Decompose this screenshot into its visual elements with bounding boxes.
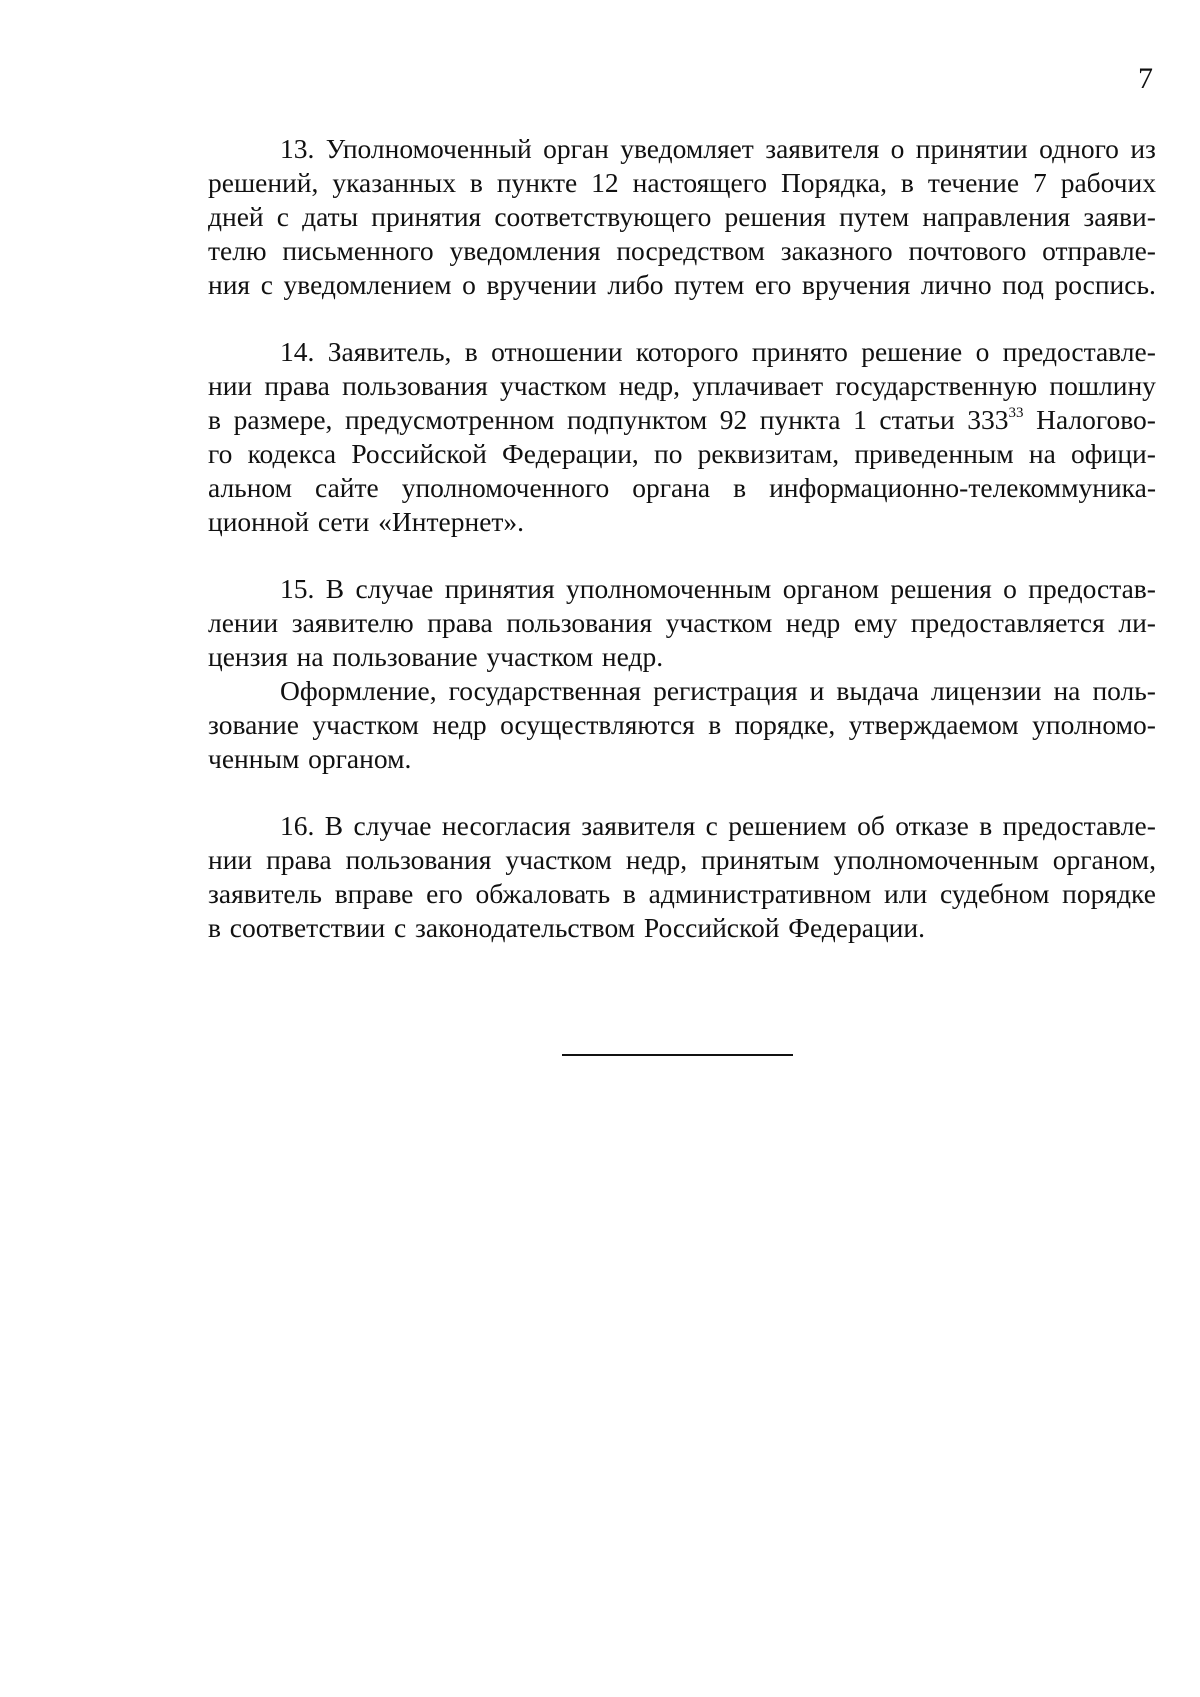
word: настоящего [632,167,767,198]
word: предоставляется [910,607,1105,638]
word: зование [208,709,299,740]
word: письменного [282,235,434,266]
word: законодательством [415,912,636,943]
word: Налогово- [1036,404,1156,435]
word: органом [782,573,880,604]
text-line [208,742,1156,776]
word: 14. [280,336,315,367]
word: соответствующего [494,201,712,232]
text-line [208,674,1156,708]
word: ли- [1118,607,1156,638]
word: заяви- [1083,201,1156,232]
word: и [809,675,825,706]
word: кодекса [247,438,337,469]
word: сети [317,506,370,537]
word: путем [839,201,910,232]
word: участком [500,370,607,401]
word: го [208,438,233,469]
word: В [324,810,344,841]
text-line [208,505,1156,539]
word: путем [674,269,745,300]
text-line [208,132,1156,166]
text-line [208,369,1156,403]
word: уполномоченного [401,472,610,503]
text-line [208,911,1156,945]
word: соответствии [229,912,386,943]
word: отношении [491,336,623,367]
word: статьи [879,404,955,435]
end-divider-line [562,1054,793,1056]
text-line [208,437,1156,471]
word: 92 [719,404,748,435]
word: вручения [801,269,911,300]
word: 1 [853,404,867,435]
word: Порядка, [780,167,887,198]
word: в [208,912,221,943]
word: Оформление, [280,675,437,706]
word: принятии [915,133,1028,164]
word: В [325,573,345,604]
word: пользования [345,844,492,875]
word: недр, [618,370,681,401]
word: порядке [1062,878,1156,909]
word: орган [543,133,609,164]
word: нии [208,844,253,875]
word: 15. [280,573,315,604]
word: отправле- [1042,235,1156,266]
word: роспись. [1054,269,1156,300]
word: с [705,810,718,841]
word: с [260,269,273,300]
word: в [979,810,993,841]
word: в [622,878,636,909]
word: участком [665,607,773,638]
text-line [208,234,1156,268]
word: которого [635,336,739,367]
word: телю [208,235,267,266]
word: случае [353,810,432,841]
word: заявителя [765,133,880,164]
word: заявителю [291,607,414,638]
word: «Интернет». [378,506,525,537]
word: ему [853,607,898,638]
paragraph-gap [208,302,1156,335]
word: судебном [939,878,1050,909]
text-line [208,877,1156,911]
word: на [1028,438,1056,469]
word: либо [607,269,664,300]
word: государственная [448,675,642,706]
word: о [975,336,990,367]
word: $333^{33}$ [967,404,1024,435]
word: вручении [486,269,597,300]
word: в [900,167,914,198]
word: с [276,201,289,232]
text-line [208,708,1156,742]
word: уведомлением [283,269,452,300]
paragraph-16 [208,809,1156,945]
word: права [427,607,493,638]
word: дней [208,201,264,232]
text-line [208,606,1156,640]
document-body [208,132,1156,945]
word: офици- [1071,438,1156,469]
word: уведомления [449,235,601,266]
word: принятия [371,201,482,232]
word: нии [208,370,253,401]
word: участком [312,709,419,740]
word: решений, [208,167,319,198]
word: Российской [643,912,780,943]
word: органа [632,472,711,503]
word: предоставле- [1002,336,1156,367]
word: альном [208,472,293,503]
text-line [208,572,1156,606]
word: из [1130,133,1156,164]
word: заявитель [208,878,322,909]
word: права [266,844,332,875]
word: одного [1039,133,1119,164]
word: о [890,133,905,164]
word: или [884,878,928,909]
text-line [208,166,1156,200]
word: предоставле- [1002,810,1156,841]
word: Федерации. [788,912,925,943]
word: права [264,370,330,401]
text-line [208,809,1156,843]
word: уплачивает [692,370,824,401]
word: утверждаемом [848,709,1019,740]
word: даты [302,201,359,232]
word: в [708,709,722,740]
word: на [296,641,324,672]
word: информационно-телекоммуника- [769,472,1156,503]
paragraph-gap [208,776,1156,809]
text-line [208,200,1156,234]
word: уведомляет [620,133,754,164]
word: 16. [280,810,315,841]
paragraph-13 [208,132,1156,302]
word: направления [922,201,1071,232]
word: порядке, [734,709,836,740]
word: приведенным [854,438,1014,469]
text-line [208,843,1156,877]
word: отказе [895,810,969,841]
paragraph-gap [208,539,1156,572]
word: на [1053,675,1081,706]
word: ционной [208,506,310,537]
word: по [654,438,683,469]
word: пользования [506,607,653,638]
word: Федерации, [502,438,639,469]
word: его [426,878,463,909]
text-line [208,335,1156,369]
word: лично [920,269,992,300]
word: пользование [332,641,478,672]
text-line [208,471,1156,505]
paragraph-14 [208,335,1156,539]
word: в [464,336,478,367]
word: 12 [591,167,619,198]
text-line-with-superscript [208,403,1156,437]
word: пошлину [1049,370,1156,401]
word: уполномоченным [566,573,772,604]
word: ния [208,269,251,300]
word: 13. [280,133,315,164]
word: решение [861,336,963,367]
word: государственную [835,370,1038,401]
word: о [462,269,476,300]
word: в [208,404,221,435]
word: уполномоченным [833,844,1039,875]
word: осуществляются [500,709,695,740]
word: его [754,269,792,300]
word: административном [648,878,872,909]
word: 7 [1033,167,1047,198]
word: органом, [1052,844,1156,875]
word: регистрация [653,675,798,706]
word: органом. [308,743,412,774]
word: рабочих [1060,167,1156,198]
word: случае [355,573,434,604]
word: лении [208,607,279,638]
word: принято [751,336,848,367]
word: принятым [701,844,820,875]
word: течение [927,167,1020,198]
word: ченным [208,743,300,774]
word: цензия [208,641,288,672]
word: вправе [334,878,414,909]
word: недр. [601,641,664,672]
word: Российской [351,438,487,469]
text-line [208,640,1156,674]
word: предостав- [1028,573,1156,604]
word: в [733,472,747,503]
word: пользования [342,370,488,401]
text-line [208,268,1156,302]
word: в [469,167,483,198]
word: предусмотренном [345,404,555,435]
word: решения [890,573,992,604]
word: поль- [1092,675,1156,706]
word: подпунктом [566,404,708,435]
word: под [1002,269,1044,300]
word: участком [505,844,612,875]
word: реквизитам, [697,438,840,469]
page-number: 7 [1138,62,1153,95]
word: недр, [625,844,688,875]
word: уполномо- [1032,709,1156,740]
word: почтового [908,235,1027,266]
word: участком [486,641,594,672]
footnote-superscript: 33 [1008,405,1024,421]
word: обжаловать [475,878,611,909]
word: несогласия [441,810,571,841]
word: размере, [233,404,333,435]
word: пункте [496,167,578,198]
word: принятия [444,573,555,604]
word: об [857,810,885,841]
word: решением [728,810,847,841]
word: заявителя [581,810,696,841]
word: недр [785,607,841,638]
word: Заявитель, [327,336,452,367]
word: заказного [780,235,893,266]
word: недр [432,709,487,740]
word: решения [724,201,826,232]
paragraph-15 [208,572,1156,776]
word: о [1003,573,1017,604]
word: указанных [332,167,456,198]
word: лицензии [931,675,1042,706]
word: пункта [759,404,841,435]
word: сайте [315,472,379,503]
word: посредством [616,235,765,266]
word: выдача [836,675,920,706]
word: Уполномоченный [325,133,532,164]
word: с [393,912,407,943]
